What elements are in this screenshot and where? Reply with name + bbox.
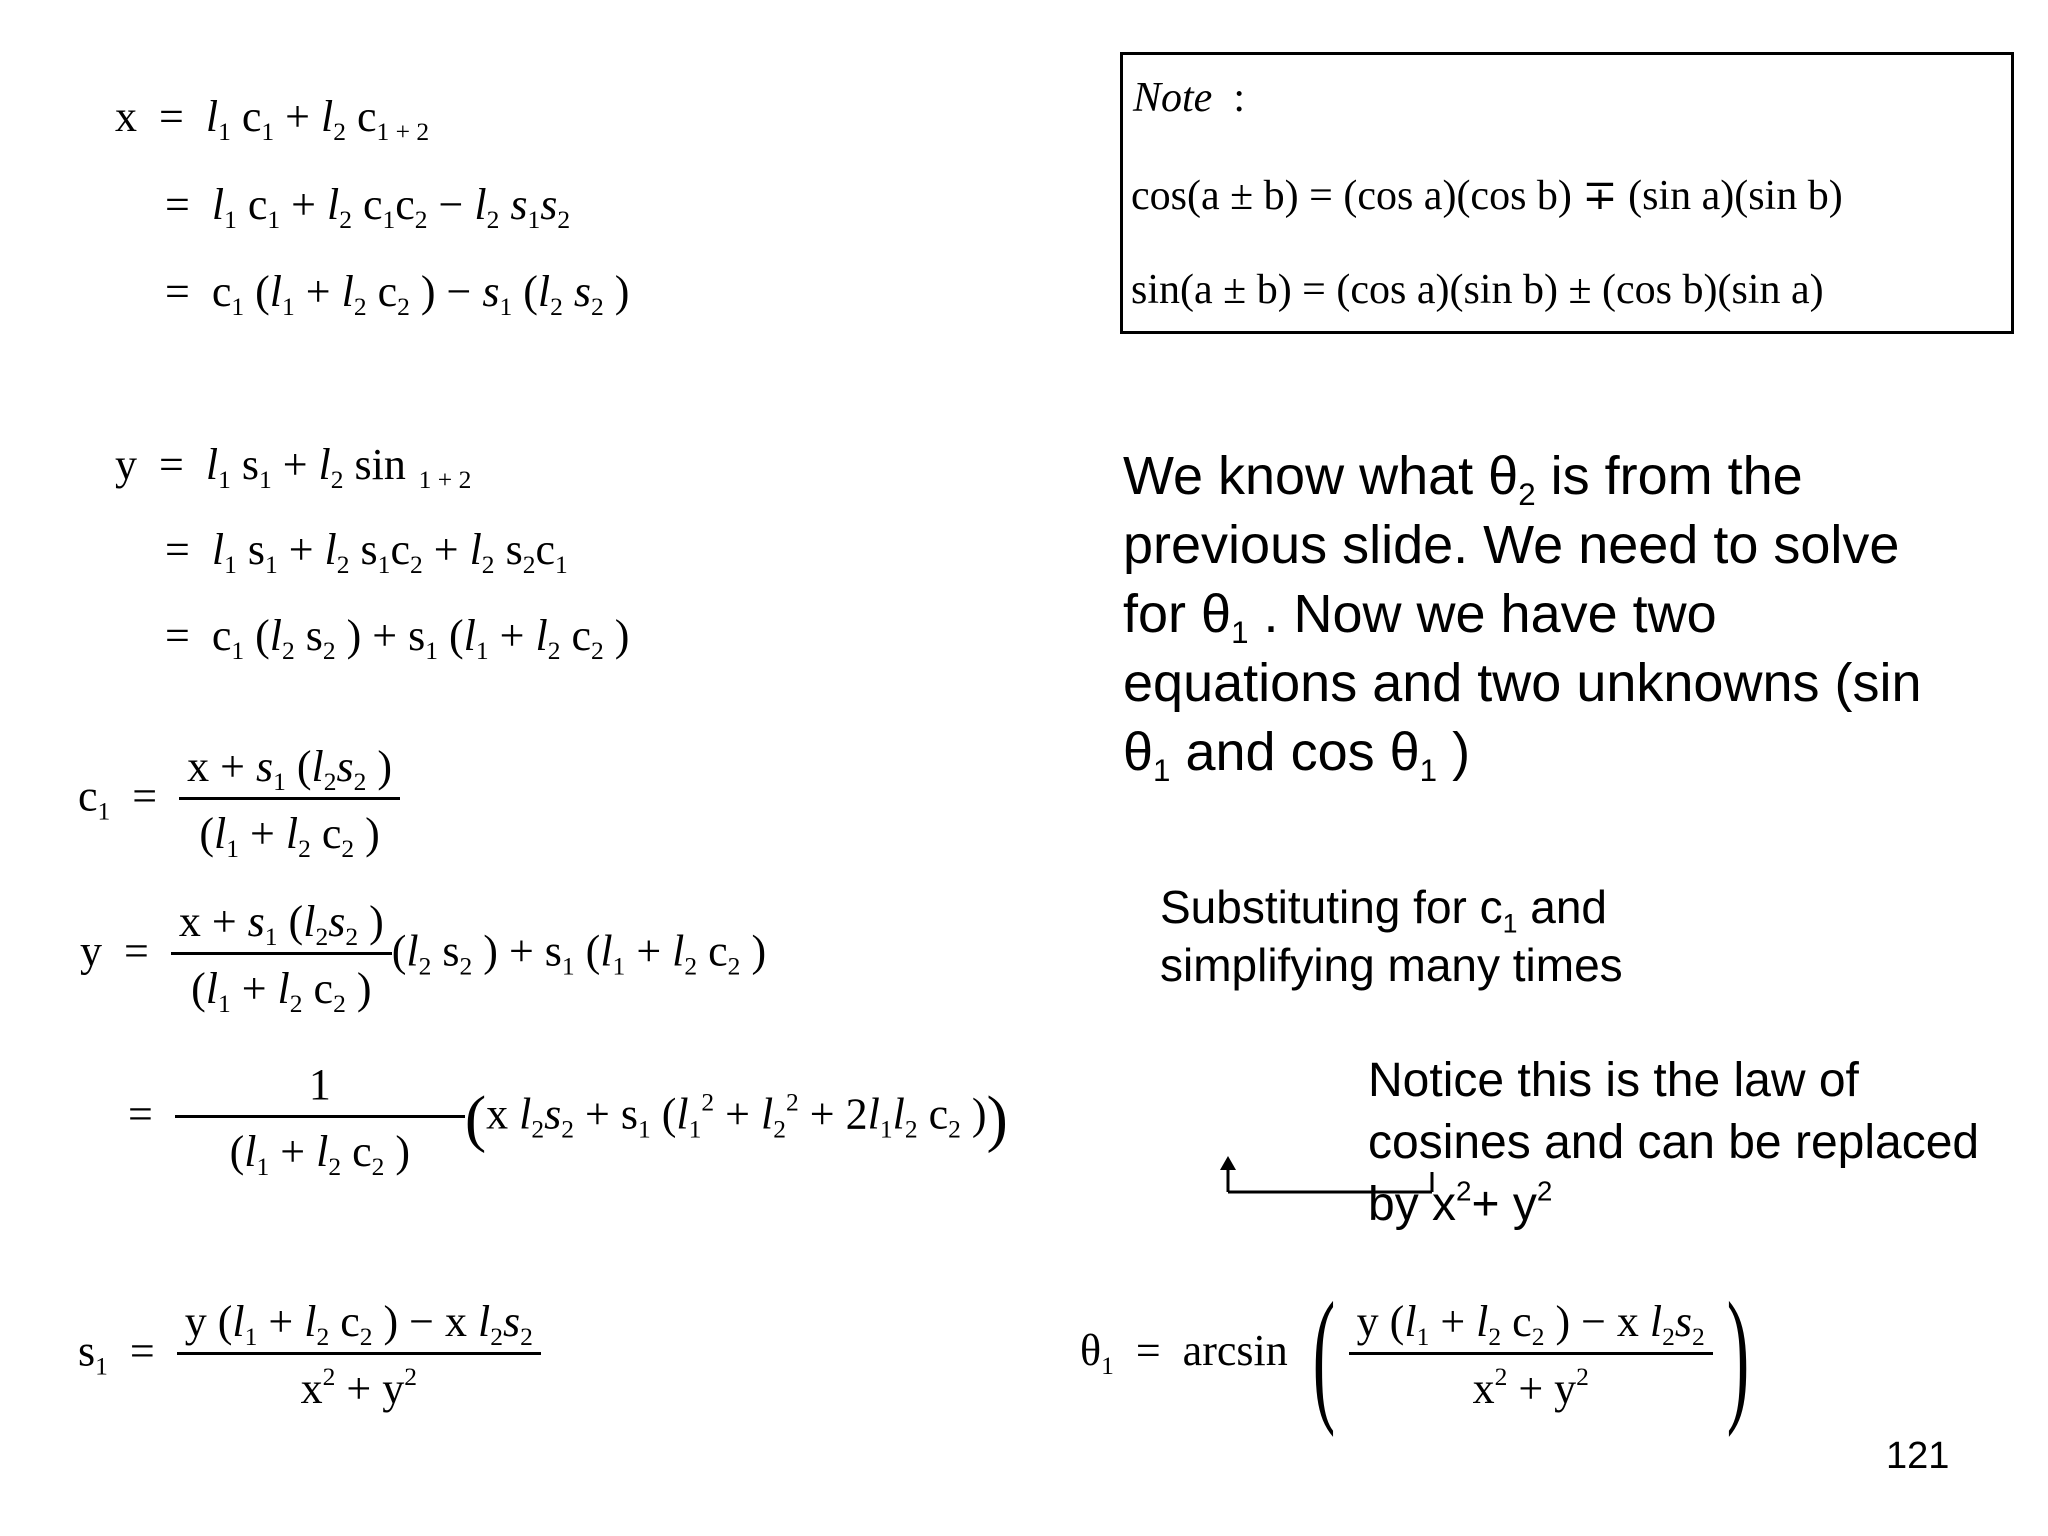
eq-y-substituted: y = $\frac{x + s_1 (l_2s_2 )}{(l_1 + l_2 c_2 )}$ ($l_2$ $s_2$ ) + $s_1$ ($l_1 + l_2$ $c_2$ ) [80,897,767,1018]
eq-s1-fraction: $s_1$ = $\frac{y (l_1 + l_2 c_2 ) - x l_2s_2}{x^2 + y^2}$ [78,1300,541,1411]
page-number: 121 [1886,1435,1950,1477]
substitution-line-1: Substituting for $c_1$ and [1160,881,1607,939]
eq-x-line-1: $x = l_1$ $c_1 + l_2$ $c_{1 + 2}$ [115,92,430,146]
eq-y-line-2: = $l_1$ $s_1 + l_2$ $s_1c_2 + l_2$ $s_2c_1$ [165,525,568,579]
trig-identity-note-box [1120,52,2014,334]
explanation-line-1: We know what $\theta_2$ is from the [1123,446,1803,512]
eq-c1-fraction: $c_1$ = $\frac{x + s_1 (l_2s_2 )}{(l_1 + l_2 c_2 )}$ [78,745,400,856]
eq-y-line-3: = $c_1$ ($l_2$ $s_2$ ) + $s_1$ ($l_1 + l_2$ $c_2$ ) [165,611,630,665]
explanation-line-4: equations and two unknowns (sin [1123,653,1922,713]
substitution-line-2: simplifying many times [1160,939,1623,991]
eq-x-line-2: = $l_1$ $c_1 + l_2$ $c_1c_2 - l_2$ $s_1s_2$ [165,180,571,234]
explanation-paragraph [1123,442,1922,787]
eq-y-simplified: = $\frac{1}{(l_1 + l_2 c_2 )}$ (x $l_2s_2 + s_1$ ($l_1^2 + l_2^2 + 2l_1l_2$ $c_2$ )) [128,1060,1008,1181]
law-note-line-3: by $x^2+ y^2$ [1368,1175,1553,1231]
explanation-line-5: $\theta_1$ and $\cos \theta_1$ ) [1123,722,1471,788]
eq-y-line-1: $y = l_1$ $s_1 + l_2$ sin $_{1 + 2}$ [115,440,472,494]
eq-theta1-arcsin: $\theta_1 = \arcsin$ ( $\frac{y (l_1 + l_2 c_2 ) - x l_2s_2}{x^2 + y^2}$ ) [1080,1272,1750,1438]
law-note-line-2: cosines and can be replaced [1368,1116,1980,1169]
explanation-line-2: previous slide. We need to solve [1123,515,1900,575]
note-cos-identity: cos(a ± b) = (cos a)(cos b) ∓ (sin a)(sin b) [1131,173,1843,219]
note-title: Note : [1133,75,1245,121]
explanation-line-3: for $\theta_1$ . Now we have two [1123,584,1717,650]
law-of-cosines-note [1368,1050,1979,1236]
substitution-note [1160,878,1623,994]
eq-x-line-3: = $c_1$ ($l_1 + l_2$ $c_2$ ) − $s_1$ ($l_2$ $s_2$ ) [165,267,630,321]
law-note-line-1: Notice this is the law of [1368,1054,1859,1107]
note-sin-identity: sin(a ± b) = (cos a)(sin b) ± (cos b)(sin a) [1131,267,1824,313]
